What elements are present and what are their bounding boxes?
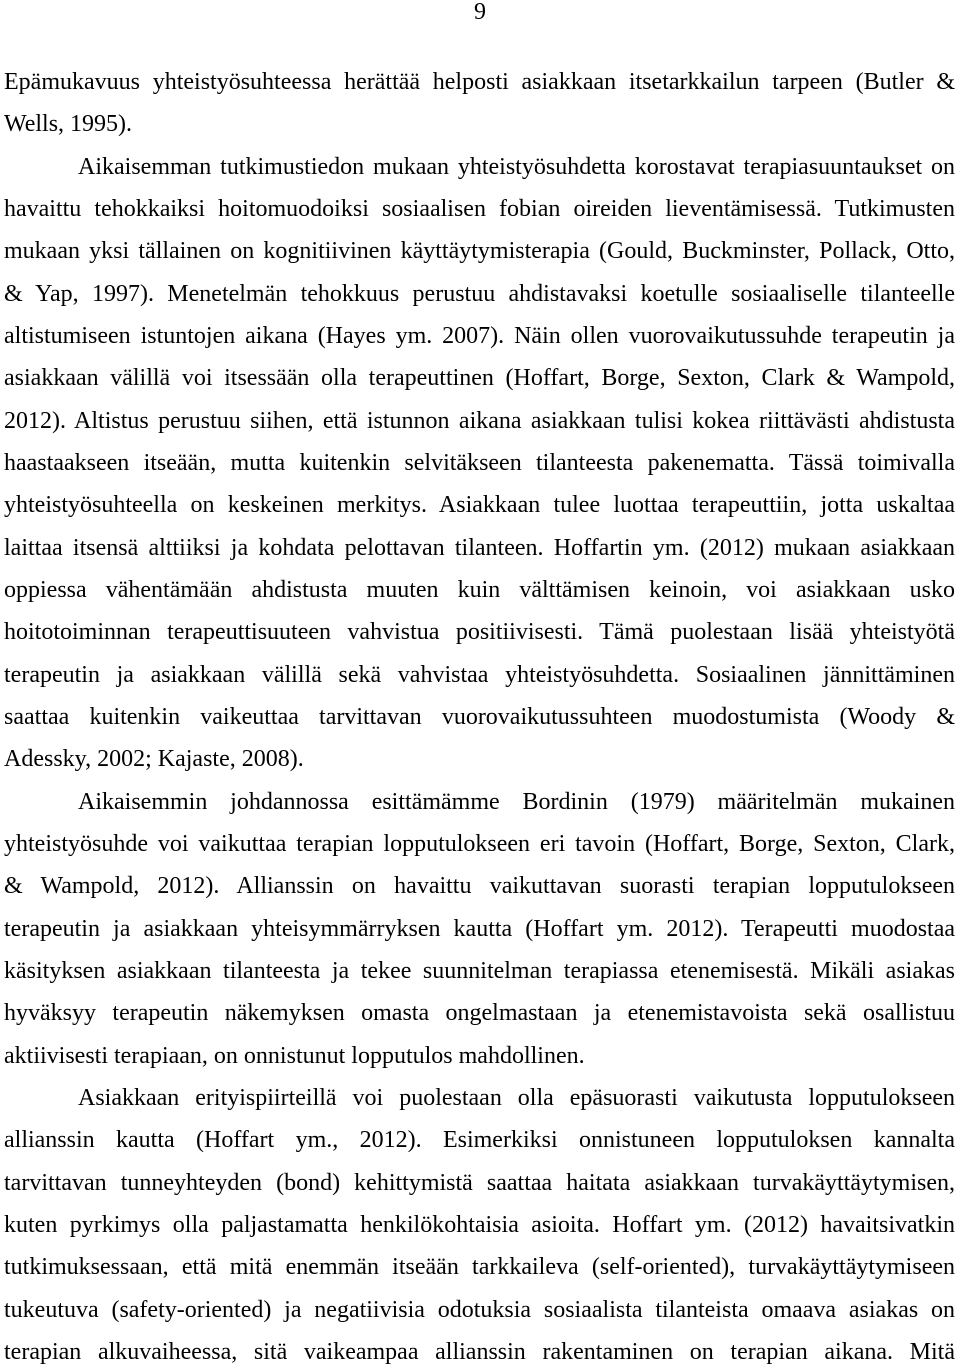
text-line: Asiakkaan erityispiirteillä voi puolestaan olla epäsuorasti vaikutusta lopputulokseen (78, 1084, 955, 1111)
paragraph (4, 152, 955, 775)
text-line: terapian alkuvaiheessa, sitä vaikeampaa allianssin rakentaminen on terapian aikana. Mitä (4, 1338, 955, 1365)
page-number: 9 (474, 0, 486, 25)
text-line: laittaa itsensä alttiiksi ja kohdata pelottavan tilanteen. Hoffartin ym. (2012) mukaan asiakkaan (4, 534, 955, 561)
text-line: tutkimuksessaan, että mitä enemmän itseään tarkkaileva (self-oriented), turvakäyttäytymiseen (4, 1254, 955, 1281)
paragraph (4, 1083, 955, 1367)
paragraph (4, 67, 955, 139)
text-line: saattaa kuitenkin vaikeuttaa tarvittavan vuorovaikutussuhteen muodostumista (Woody & (4, 703, 955, 730)
paragraph (4, 787, 955, 1071)
text-line: yhteistyösuhde voi vaikuttaa terapian lopputulokseen eri tavoin (Hoffart, Borge, Sexton, Clark, (4, 830, 955, 857)
text-line: mukaan yksi tällainen on kognitiivinen käyttäytymisterapia (Gould, Buckminster, Pollack, Otto, (4, 238, 955, 265)
text-line: Wells, 1995). (4, 111, 133, 138)
text-line: oppiessa vähentämään ahdistusta muuten kuin välttämisen keinoin, voi asiakkaan usko (4, 576, 955, 603)
text-line: tukeutuva (safety-oriented) ja negatiivisia odotuksia sosiaalista tilanteista omaava asiakas on (4, 1296, 955, 1323)
body-text (4, 67, 955, 1367)
text-line: & Yap, 1997). Menetelmän tehokkuus perustuu ahdistavaksi koetulle sosiaaliselle tilanteelle (4, 280, 955, 307)
text-line: & Wampold, 2012). Allianssin on havaittu vaikuttavan suorasti terapian lopputulokseen (4, 873, 955, 900)
text-line: haastaakseen itseään, mutta kuitenkin selvitäkseen tilanteesta pakenematta. Tässä toimivalla (4, 449, 955, 476)
text-line: allianssin kautta (Hoffart ym., 2012). Esimerkiksi onnistuneen lopputuloksen kannalta (4, 1127, 955, 1154)
text-line: hyväksyy terapeutin näkemyksen omasta ongelmastaan ja etenemistavoista sekä osallistuu (4, 1000, 955, 1027)
text-line: terapeutin ja asiakkaan välillä sekä vahvistaa yhteistyösuhdetta. Sosiaalinen jännittäminen (4, 661, 955, 688)
text-line: hoitotoiminnan terapeuttisuuteen vahvistua positiivisesti. Tämä puolestaan lisää yhteistyötä (4, 619, 955, 646)
text-line: terapeutin ja asiakkaan yhteisymmärryksen kautta (Hoffart ym. 2012). Terapeutti muodostaa (4, 915, 955, 942)
text-line: Aikaisemmin johdannossa esittämämme Bordinin (1979) määritelmän mukainen (78, 788, 955, 815)
text-line: yhteistyösuhteella on keskeinen merkitys. Asiakkaan tulee luottaa terapeuttiin, jotta uskaltaa (4, 492, 955, 519)
text-line: Adessky, 2002; Kajaste, 2008). (4, 746, 304, 773)
text-line: 2012). Altistus perustuu siihen, että istunnon aikana asiakkaan tulisi kokea riittävästi ahdistusta (4, 407, 955, 434)
text-line: altistumiseen istuntojen aikana (Hayes ym. 2007). Näin ollen vuorovaikutussuhde terapeutin ja (4, 322, 955, 349)
text-line: asiakkaan välillä voi itsessään olla terapeuttinen (Hoffart, Borge, Sexton, Clark & Wampold, (4, 365, 955, 392)
text-line: havaittu tehokkaiksi hoitomuodoiksi sosiaalisen fobian oireiden lieventämisessä. Tutkimusten (4, 195, 955, 222)
text-line: Epämukavuus yhteistyösuhteessa herättää helposti asiakkaan itsetarkkailun tarpeen (Butler & (4, 69, 955, 95)
text-line: aktiivisesti terapiaan, on onnistunut lopputulos mahdollinen. (4, 1042, 585, 1069)
text-line: käsityksen asiakkaan tilanteesta ja tekee suunnitelman terapiassa etenemisestä. Mikäli asiakas (4, 957, 955, 984)
text-line: Aikaisemman tutkimustiedon mukaan yhteistyösuhdetta korostavat terapiasuuntaukset on (78, 153, 955, 180)
text-line: kuten pyrkimys olla paljastamatta henkilökohtaisia asioita. Hoffart ym. (2012) havaitsivatkin (4, 1211, 955, 1238)
text-line: tarvittavan tunneyhteyden (bond) kehittymistä saattaa haitata asiakkaan turvakäyttäytymisen, (4, 1169, 955, 1196)
